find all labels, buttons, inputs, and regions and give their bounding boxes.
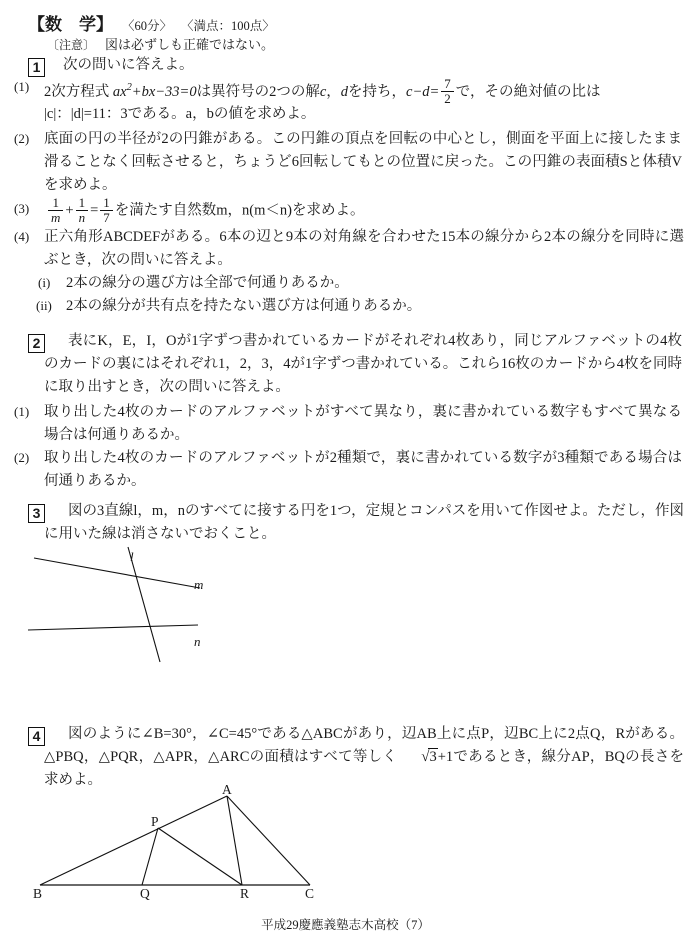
- fraction-one-seven: [100, 196, 113, 224]
- p1-1-b: は異符号の2つの解: [196, 83, 320, 100]
- p1-1-comma: ，: [326, 83, 341, 100]
- fraction-one-n: [76, 196, 89, 224]
- item-text-2-2: 取り出した4枚のカードのアルファベットが2種類で，裏に書かれている数字が3種類である場合は何通りあるか。: [44, 450, 682, 489]
- item-text-1-4-i: 2本の線分の選び方は全部で何通りあるか。: [66, 275, 349, 291]
- p1-1-h: で，その絶対値の比は: [455, 83, 601, 100]
- line-m: [34, 558, 200, 588]
- p1-1-rest: +bx−33=0: [131, 83, 197, 100]
- three-lines-figure: [18, 545, 258, 665]
- vertex-label-A: A: [222, 782, 232, 797]
- p1-1-eq-lhs: [113, 84, 197, 100]
- triangle-abc-svg: [20, 780, 330, 895]
- frac-numerator: 7: [444, 76, 451, 92]
- fraction-one-m: [48, 196, 63, 224]
- segment-BA: [40, 796, 227, 885]
- problem-2-lead: 表にK，E，I，Oが1字ずつ書かれているカードがそれぞれ4枚あり，同じアルファベットの4枚のカードの裏にはそれぞれ1，2，3，4が1字ずつ書かれている。これら16枚のカードから4枚を同時に取り出すとき，次の問いに答えよ。: [44, 333, 682, 395]
- notice-text: 図は必ずしも正確ではない。: [105, 37, 275, 52]
- equals-operator: =: [90, 202, 99, 219]
- item-text-1-3: [46, 196, 686, 224]
- vertex-label-P: P: [151, 814, 159, 829]
- item-text-1-4-ii: 2本の線分が共有点を持たない選び方は何通りあるか。: [66, 298, 422, 314]
- p1-3-post: を満たす自然数m，n(m＜n)を求めよ。: [114, 202, 365, 219]
- three-lines-svg: [18, 545, 258, 665]
- frac-denominator: 2: [441, 91, 454, 106]
- frac3-den: 7: [100, 210, 113, 225]
- item-label-1-4-ii: (ii): [36, 298, 52, 313]
- p1-1-c: c: [319, 83, 327, 100]
- item-text-1-1-line1: [44, 76, 684, 105]
- segment-PQ: [142, 828, 158, 885]
- fraction-seven-halves: [441, 77, 454, 105]
- frac2-num: 1: [78, 195, 86, 210]
- item-label-2-2: (2): [14, 450, 30, 465]
- p1-1-d: d: [340, 83, 349, 100]
- frac1-den: m: [48, 210, 63, 225]
- line-label-m: m: [194, 577, 204, 592]
- item-label-1-3: (3): [14, 201, 30, 216]
- item-label-1-1: (1): [14, 79, 30, 94]
- segment-PR: [158, 828, 242, 885]
- p1-1-a: 2次方程式: [44, 83, 110, 100]
- problem-1-heading: [0, 54, 691, 77]
- item-label-1-4-i: (i): [38, 275, 51, 290]
- page-header: [28, 10, 275, 35]
- exam-duration: 〈60分〉: [122, 19, 173, 33]
- line-label-n: n: [194, 634, 201, 649]
- triangle-abc-figure: [20, 780, 330, 895]
- problem-3-lead: 図の3直線l，m，nのすべてに接する円を1つ，定規とコンパスを用いて作図せよ。ただし，作図に用いた線は消さないでおくこと。: [44, 503, 684, 542]
- p1-1-cd: c−d=: [406, 83, 440, 100]
- frac1-num: 1: [52, 195, 59, 210]
- exam-max-score: 〈満点：100点〉: [181, 19, 275, 33]
- subject-title: 【数 学】: [28, 15, 113, 34]
- p1-1-f: を持ち，: [348, 83, 407, 100]
- vertex-label-C: C: [305, 886, 315, 901]
- problem-number-3: 3: [28, 504, 45, 523]
- notice-line: [47, 34, 274, 53]
- vertex-label-Q: Q: [140, 886, 150, 901]
- notice-tag: 〔注意〕: [47, 38, 96, 52]
- plus-operator: +: [65, 202, 74, 219]
- problem-1-lead: 次の問いに答えよ。: [63, 57, 194, 73]
- item-label-1-4: (4): [14, 229, 30, 244]
- p1-1-ax: ax: [112, 83, 127, 100]
- p4-lead-part2: +1であるとき，線分AP，BQの長さを求めよ。: [44, 749, 684, 788]
- item-text-2-1: 取り出した4枚のカードのアルファベットがすべて異なり，裏に書かれている数字もすべて異なる場合は何通りあるか。: [44, 404, 682, 443]
- page-footer: 平成29慶應義塾志木高校（7）: [261, 918, 430, 932]
- problem-number-2: 2: [28, 334, 45, 353]
- line-label-l: l: [130, 549, 134, 564]
- p1-1-exp: 2: [126, 82, 132, 93]
- problem-number-4: 4: [28, 727, 45, 746]
- item-label-1-2: (2): [14, 131, 30, 146]
- frac3-num: 1: [103, 195, 110, 210]
- sqrt-radicand: 3: [429, 749, 437, 765]
- line-n: [28, 625, 198, 630]
- item-text-1-1-line2: |c|：|d|=11：3である。a，bの値を求めよ。: [44, 106, 316, 122]
- vertex-label-B: B: [33, 886, 43, 901]
- problem-1: [0, 54, 691, 77]
- item-text-1-2: 底面の円の半径が2の円錐がある。この円錐の頂点を回転の中心とし，側面を平面上に接したまま滑ることなく回転させると，ちょうど6回転してもとの位置に戻った。この円錐の表面積Sと体積Vを求めよ。: [44, 131, 682, 193]
- p4-lead-part1: 図のように∠B=30°，∠C=45°である△ABCがあり，辺AB上に点P，辺BC上に2点Q，Rがある。△PBQ，△PQR，△APR，△ARCの面積はすべて等しく: [44, 726, 684, 765]
- sqrt-three: √3: [421, 749, 437, 765]
- frac2-den: n: [76, 210, 89, 225]
- item-text-1-4: 正六角形ABCDEFがある。6本の辺と9本の対角線を合わせた15本の線分から2本の線分を同時に選ぶとき，次の問いに答えよ。: [44, 229, 684, 268]
- item-label-2-1: (1): [14, 404, 30, 419]
- vertex-label-R: R: [240, 886, 250, 901]
- problem-number-1: 1: [28, 58, 45, 77]
